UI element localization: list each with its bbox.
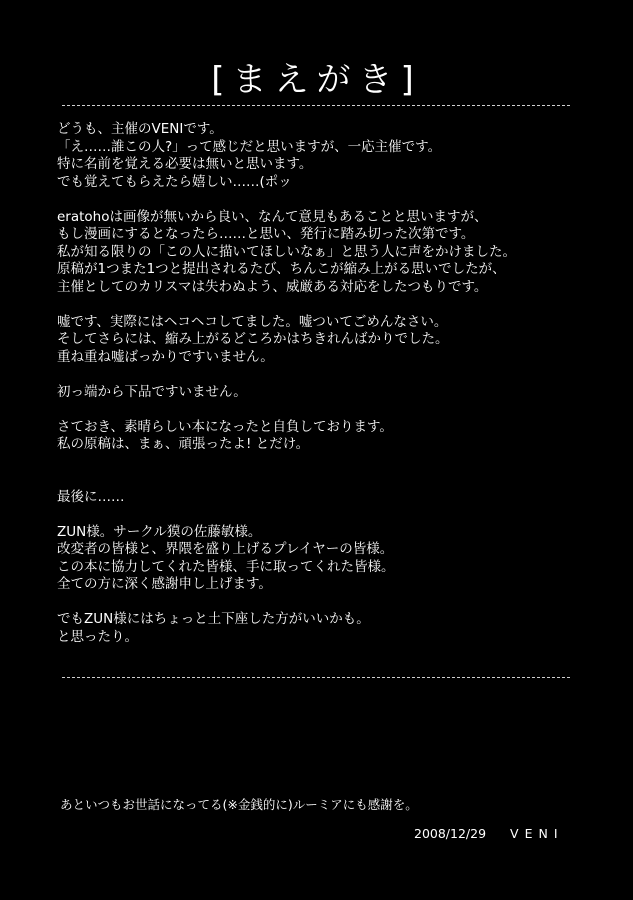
signature <box>414 826 564 841</box>
text-line: 私の原稿は、まぁ、頑張ったよ! とだけ。 <box>57 436 310 452</box>
text-line: 重ね重ね嘘ばっかりですいません。 <box>57 348 274 365</box>
text-line: 全ての方に深く感謝申し上げます。 <box>57 576 272 592</box>
signature-date: 2008/12/29 <box>414 826 487 841</box>
text-line: 私が知る限りの「この人に描いてほしいなぁ」と思う人に声をかけました。 <box>57 243 516 260</box>
text-line: この本に協力してくれた皆様、手に取ってくれた皆様。 <box>57 558 395 575</box>
paragraph <box>57 489 577 507</box>
text-line: どうも、主催のVENIです。 <box>57 121 223 137</box>
bottom-dashed-divider <box>62 677 570 678</box>
text-line: もし漫画にするとなったら……と思い、発行に踏み切った次第です。 <box>57 226 475 242</box>
text-line: さておき、素晴らしい本になったと自負しております。 <box>57 418 393 435</box>
text-line: 初っ端から下品ですいません。 <box>57 383 247 400</box>
text-line: でもZUN様にはちょっと土下座した方がいいかも。 <box>57 611 370 627</box>
preface-body <box>57 121 577 664</box>
text-line: 改変者の皆様と、界隈を盛り上げるプレイヤーの皆様。 <box>57 541 394 557</box>
text-line: eratohoは画像が無いから良い、なんて意見もあることと思いますが、 <box>57 208 488 225</box>
text-line: そしてさらには、縮み上がるどころかはちきれんばかりでした。 <box>57 331 449 347</box>
paragraph <box>57 384 577 402</box>
paragraph <box>57 611 577 646</box>
paragraph <box>57 524 577 594</box>
text-line: 特に名前を覚える必要は無いと思います。 <box>57 156 313 172</box>
text-line: 嘘です、実際にはヘコヘコしてました。嘘ついてごめんなさい。 <box>57 313 448 330</box>
text-line: ZUN様。サークル獏の佐藤敏様。 <box>57 523 262 540</box>
signature-name: VENI <box>510 826 564 841</box>
blank-line <box>57 471 577 489</box>
text-line: と思ったり。 <box>57 628 138 645</box>
paragraph <box>57 209 577 297</box>
paragraph <box>57 121 577 191</box>
text-line: でも覚えてもらえたら嬉しい……(ポッ <box>57 173 292 190</box>
text-line: 原稿が1つまた1つと提出されるたび、ちんこが縮み上がる思いでしたが、 <box>57 261 506 277</box>
paragraph <box>57 419 577 454</box>
text-line: 「え……誰この人?」って感じだと思いますが、一応主催です。 <box>57 138 442 155</box>
page-title: [まえがき] <box>211 60 422 100</box>
paragraph <box>57 314 577 367</box>
text-line: 最後に…… <box>57 488 125 505</box>
text-line: 主催としてのカリスマは失わぬよう、威厳ある対応をしたつもりです。 <box>57 278 488 295</box>
top-dashed-divider <box>62 105 570 106</box>
footnote: あといつもお世話になってる(※金銭的に)ルーミアにも感謝を。 <box>60 797 418 812</box>
